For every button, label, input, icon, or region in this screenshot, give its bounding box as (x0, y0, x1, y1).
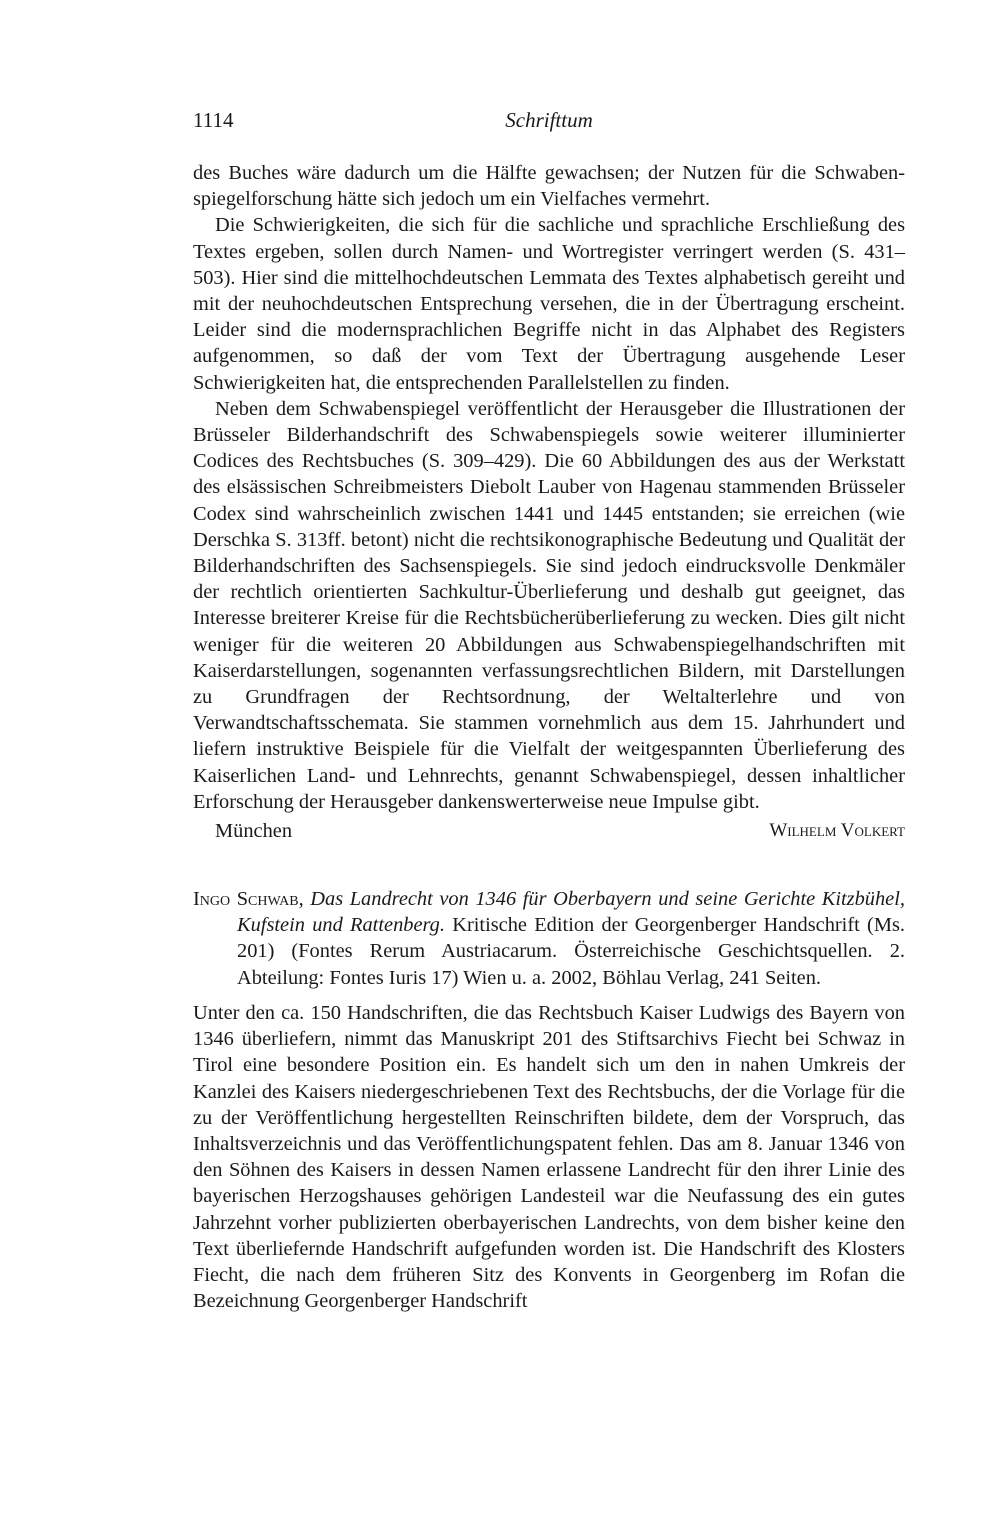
review-2-title: Das Landrecht von 1346 für Oberbayern und seine Gerichte Kitzbühel, Kufstein und Rattenberg. (237, 888, 905, 937)
page-header (193, 108, 905, 138)
review-1-body (193, 160, 905, 815)
paragraph: Die Schwierigkeiten, die sich für die sachliche und sprachliche Erschließung des Textes ergeben, sollen durch Namen- und Wortregister verringert werden (S. 431–503). Hier sind die mittelhochdeutschen Lemmata des Textes alphabetisch gereiht und mit der neuhochdeutschen Entsprechung versehen, die in der Übertragung erscheint. Leider sind die modernsprachlichen Begriffe nicht in das Alphabet des Registers aufgenommen, so daß der vom Text der Übertragung ausgehende Leser Schwierigkeiten hat, die entsprechenden Parallelstellen zu finden. (193, 214, 905, 394)
review-2-heading (193, 886, 905, 991)
paragraph: Unter den ca. 150 Handschriften, die das Rechtsbuch Kaiser Ludwigs des Bayern von 1346 überliefern, nimmt das Manuskript 201 des Stiftsarchivs Fiecht bei Schwaz in Tirol eine besondere Position ein. Es handelt sich um den in nahen Umkreis der Kanzlei des Kaisers niedergeschriebenen Text des Rechtsbuchs, der die Vorlage für die zu der Veröffentlichung hergestellten Reinschriften bildete, dem der Vorspruch, das Inhaltsverzeichnis und das Veröffentlichungspatent fehlen. Das am 8. Januar 1346 von den Söhnen des Kaisers in dessen Namen erlassene Landrecht für den ihrer Linie des bayerischen Herzogshauses gehörigen Landesteil war die Neufassung des ein gutes Jahrzehnt vorher publizierten oberbayerischen Landrechts, von dem bisher keine den Text überliefernde Handschrift aufgefunden worden ist. Die Handschrift des Klosters Fiecht, die nach dem früheren Sitz des Konvents in Georgenberg im Rofan die Bezeichnung Georgenberger Handschrift (193, 1002, 905, 1313)
review-2-body (193, 1000, 905, 1314)
review-2-author: Ingo Schwab, (193, 888, 304, 910)
paragraph: des Buches wäre dadurch um die Hälfte gewachsen; der Nutzen für die Schwabenspiegelforschung hätte sich jedoch um ein Vielfaches vermehrt. (193, 162, 905, 211)
bibliographic-entry (193, 886, 905, 991)
review-2-citation: Kritische Edition der Georgenberger Handschrift (Ms. 201) (Fontes Rerum Austriacarum. Österreichische Geschichtsquellen. 2. Abteilung: Fontes Iuris 17) Wien u. a. 2002, Böhlau Verlag, 241 Seiten. (237, 914, 905, 989)
paragraph: Neben dem Schwabenspiegel veröffentlicht der Herausgeber die Illustrationen der Brüsseler Bilderhandschrift des Schwabenspiegels sowie weiterer illuminierter Codices des Rechtsbuches (S. 309–429). Die 60 Abbildungen des aus der Werkstatt des elsässischen Schreibmeisters Diebolt Lauber von Hagenau stammenden Brüsseler Codex sind wahrscheinlich zwischen 1441 und 1445 entstanden; sie erreichen (wie Derschka S. 313ff. betont) nicht die rechtsikonographische Bedeutung und Qualität der Bilderhandschriften des Sachsenspiegels. Sie sind jedoch eindrucksvolle Denkmäler der rechtlich orientierten Sachkultur-Überlieferung und deshalb gut geeignet, das Interesse breiterer Kreise für die Rechtsbücherüberlieferung zu wecken. Dies gilt nicht weniger für die weiteren 20 Abbildungen aus Schwabenspiegelhandschriften mit Kaiserdarstellungen, sogenannten verfassungsrechtlichen Bildern, mit Darstellungen zu Grundfragen der Rechtsordnung, der Weltalterlehre und von Verwandtschaftsschemata. Sie stammen vornehmlich aus dem 15. Jahrhundert und liefern instruktive Beispiele für die Vielfalt der weitgespannten Überlieferung des Kaiserlichen Land- und Lehnrechts, genannt Schwabenspiegel, dessen inhaltlicher Erforschung der Herausgeber dankenswerterweise neue Impulse gibt. (193, 397, 905, 813)
page-number: 1114 (193, 108, 234, 132)
running-title: Schrifttum (505, 108, 593, 132)
signature-place: München (215, 820, 293, 842)
signature-author: Wilhelm Volkert (769, 820, 905, 841)
